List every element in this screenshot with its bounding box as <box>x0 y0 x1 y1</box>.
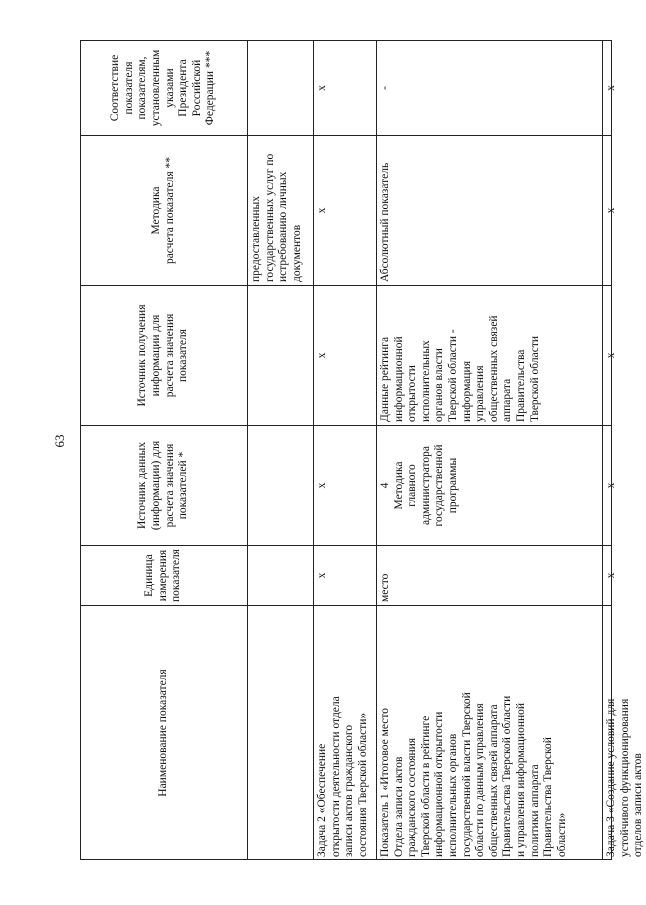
table-row-1-data-source: х <box>314 425 377 545</box>
table-row-2-info-source: Данные рейтинга информационной открытости исполнительных органов власти Тверской области - информация управления общественных связей аппарата Правительства Тверской области <box>377 285 603 425</box>
table-row-3-method: х <box>603 135 612 285</box>
table-row-0-method: предоставленных государственных услуг по истребованию личных документов <box>248 135 314 285</box>
header-method: Методика расчета показателя ** <box>80 135 248 285</box>
table-row-1-info-source: х <box>314 285 377 425</box>
header-compliance: Соответствие показателя показателям, установленным указами Президента Российской Федерации *** <box>80 40 248 135</box>
table-row-2-unit: место <box>377 545 603 605</box>
table-row-2-method: Абсолютный показатель <box>377 135 603 285</box>
header-unit: Единица измерения показателя <box>80 545 248 605</box>
table-row-3-compliance: х <box>603 40 612 135</box>
header-data-source: Источник данных (информации) для расчета значения показателей * <box>80 425 248 545</box>
table-row-3-name: Задача 3 «Создание условий для устойчивого функционирования отделов записи актов <box>603 605 612 860</box>
table-row-2-data-source: 4 Методика главного администратора государственной программы <box>377 425 603 545</box>
table-row-2-compliance: - <box>377 40 603 135</box>
table-row-2-name: Показатель 1 «Итоговое место Отдела записи актов гражданского состояния Тверской области в рейтинге информационной открытости исполнительных органов государственной власти Тверской области по данным управления общественных связей аппарата Правительства Тверской области и управления информационной политики аппарата Правительства Тверской области» <box>377 605 603 860</box>
table-row-1-compliance: х <box>314 40 377 135</box>
header-indicator-name: Наименование показателя <box>80 605 248 860</box>
table-row-1-method: х <box>314 135 377 285</box>
table-row-0-unit <box>248 545 314 605</box>
table-row-3-data-source: х <box>603 425 612 545</box>
table-row-0-info-source <box>248 285 314 425</box>
table-row-3-info-source: х <box>603 285 612 425</box>
table-row-0-name <box>248 605 314 860</box>
table-row-0-data-source <box>248 425 314 545</box>
indicator-table <box>80 40 645 860</box>
page-number: 63 <box>52 434 67 448</box>
table-row-1-name: Задача 2 «Обеспечение открытости деятельности отдела записи актов гражданского состояния Тверской области» <box>314 605 377 860</box>
table-row-1-unit: х <box>314 545 377 605</box>
table-row-3-unit: х <box>603 545 612 605</box>
header-info-source: Источник получения информации для расчета значения показателя <box>80 285 248 425</box>
table-row-0-compliance <box>248 40 314 135</box>
